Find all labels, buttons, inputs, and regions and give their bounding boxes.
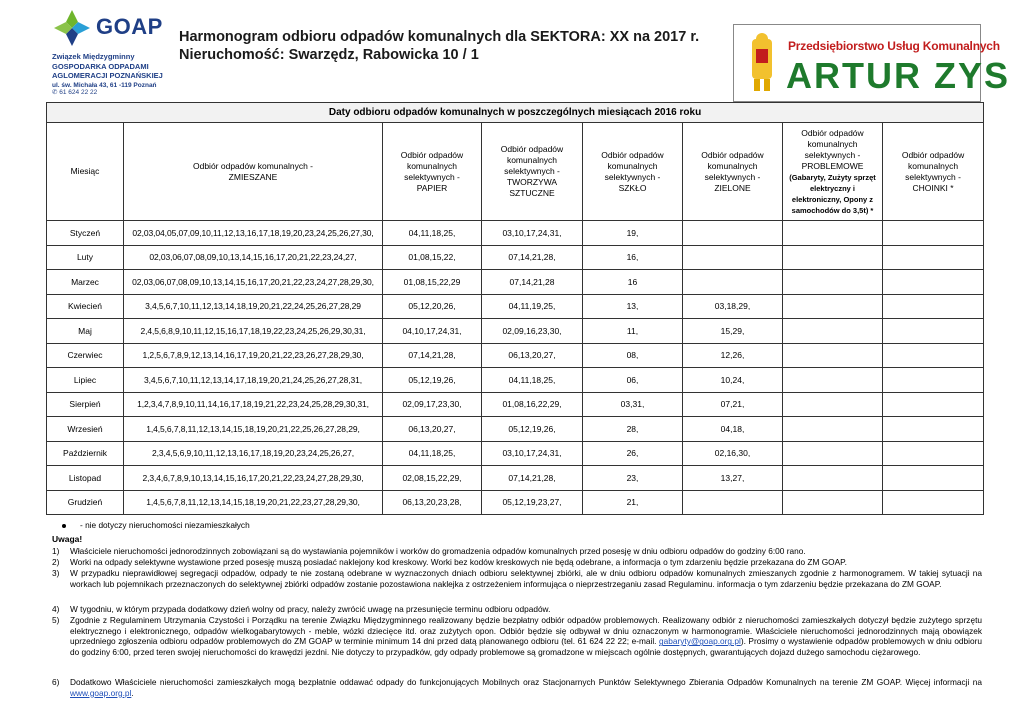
company-tagline: Przedsiębiorstwo Usług Komunalnych — [788, 39, 1000, 53]
cell-trees — [883, 270, 984, 295]
cell-green: 13,27, — [683, 466, 783, 491]
cell-glass: 26, — [583, 441, 683, 466]
cell-trees — [883, 368, 984, 393]
header-plastic: Odbiór odpadów komunalnych selektywnych - TWORZYWA SZTUCZNE — [482, 123, 583, 221]
cell-trees — [883, 417, 984, 442]
cell-trees — [883, 294, 984, 319]
title-line-1: Harmonogram odbioru odpadów komunalnych dla SEKTORA: XX na 2017 r. — [179, 29, 700, 45]
table-header-row — [47, 123, 984, 221]
cell-paper: 05,12,20,26, — [383, 294, 482, 319]
cell-glass: 23, — [583, 466, 683, 491]
notes-heading: Uwaga! — [52, 534, 83, 544]
worker-figure-icon — [742, 31, 782, 93]
cell-trees — [883, 392, 984, 417]
cell-glass: 21, — [583, 490, 683, 515]
cell-problem — [783, 221, 883, 246]
cell-green — [683, 221, 783, 246]
cell-green — [683, 490, 783, 515]
table-row — [47, 368, 984, 393]
cell-glass: 06, — [583, 368, 683, 393]
cell-mixed: 1,2,5,6,7,8,9,12,13,14,16,17,19,20,21,22,23,26,27,28,29,30, — [124, 343, 383, 368]
cell-plastic: 01,08,16,22,29, — [482, 392, 583, 417]
cell-month: Listopad — [47, 466, 124, 491]
cell-problem — [783, 343, 883, 368]
cell-green: 02,16,30, — [683, 441, 783, 466]
cell-problem — [783, 294, 883, 319]
cell-mixed: 3,4,5,6,7,10,11,12,13,14,17,18,19,20,21,24,25,26,27,28,31, — [124, 368, 383, 393]
header-trees: Odbiór odpadów komunalnych selektywnych - CHOINKI * — [883, 123, 984, 221]
cell-problem — [783, 490, 883, 515]
cell-plastic: 06,13,20,27, — [482, 343, 583, 368]
cell-paper: 05,12,19,26, — [383, 368, 482, 393]
note-2: 2) Worki na odpady selektywne wystawione przed posesję muszą posiadać naklejony kod kreskowy. Worki bez kodów kreskowych nie będą odebrane, a informacja o tym zdarzeniu będzie przekazana do ZM GOAP. — [52, 557, 847, 567]
cell-green: 04,18, — [683, 417, 783, 442]
cell-plastic: 03,10,17,24,31, — [482, 221, 583, 246]
title-line-2: Nieruchomość: Swarzędz, Rabowicka 10 / 1 — [179, 47, 479, 63]
header-paper: Odbiór odpadów komunalnych selektywnych - PAPIER — [383, 123, 482, 221]
cell-paper: 04,11,18,25, — [383, 221, 482, 246]
cell-trees — [883, 245, 984, 270]
table-row — [47, 343, 984, 368]
cell-mixed: 3,4,5,6,7,10,11,12,13,14,18,19,20,21,22,24,25,26,27,28,29 — [124, 294, 383, 319]
cell-paper: 04,10,17,24,31, — [383, 319, 482, 344]
cell-glass: 16 — [583, 270, 683, 295]
table-row — [47, 490, 984, 515]
cell-plastic: 02,09,16,23,30, — [482, 319, 583, 344]
company-name: ARTUR ZYS — [786, 55, 1010, 96]
cell-glass: 16, — [583, 245, 683, 270]
cell-mixed: 2,3,4,5,6,9,10,11,12,13,16,17,18,19,20,23,24,25,26,27, — [124, 441, 383, 466]
cell-glass: 03,31, — [583, 392, 683, 417]
table-row — [47, 245, 984, 270]
cell-green: 15,29, — [683, 319, 783, 344]
cell-problem — [783, 466, 883, 491]
cell-paper: 02,08,15,22,29, — [383, 466, 482, 491]
cell-month: Marzec — [47, 270, 124, 295]
note-5: 5) Zgodnie z Regulaminem Utrzymania Czystości i Porządku na terenie Związku Międzygminnego realizowany będzie bezpłatny odbiór odpadów problemowych. Realizowany odbiór z nieruchomości zamieszkałych dotyczył będzie zużytego sprzętu elektrycznego i elektronicznego, odpadów wielkogabarytowych - meble, wózki dziecięce itd. oraz zużytych opon. Odbiór będzie się odbywał w dniu oznaczonym w harmonogramie. Właściciele nieruchomości jednorodzinnych mają obowiązek uprzedniego zgłoszenia odbioru odpadów problemowych do ZM GOAP w terminie minimum 14 dni przed datą planowanego odbioru (tel. 61 624 22 22; e-mail. gabaryty@goap.org.pl). Prosimy o wystawienie odpadów problemowych w dniu odbioru do godziny 6:00, przed teren swojej nieruchomości do krawędzi jezdni. Nie dotyczy to przypadków, gdy odpady problemowe są gromadzone w miejscach ogólnie dostępnych, gwarantujących dojazd dużego samochodu ciężarowego. — [52, 615, 982, 657]
email-link[interactable]: gabaryty@goap.org.pl — [659, 636, 741, 647]
cell-paper: 02,09,17,23,30, — [383, 392, 482, 417]
goap-logo — [52, 8, 176, 98]
cell-plastic: 04,11,18,25, — [482, 368, 583, 393]
cell-trees — [883, 490, 984, 515]
cell-green: 10,24, — [683, 368, 783, 393]
cell-green — [683, 245, 783, 270]
cell-plastic: 07,14,21,28 — [482, 270, 583, 295]
table-row — [47, 319, 984, 344]
cell-glass: 13, — [583, 294, 683, 319]
note-3: 3) W przypadku nieprawidłowej segregacji odpadów, odpady te nie zostaną odebrane w wyznaczonych dniach odbioru selektywnej zbiórki, ale w dniu odbioru odpadów komunalnych zmieszanych zgodnie z harmonogramem. W takiej sytuacji na workach lub pojemnikach przeznaczonych do selektywnej zbiórki odpadów zostanie pozostawiona naklejka z ostrzeżeniem informująca o nieprzestrzeganiu zasad Regulaminu. informacja o tym zdarzeniu będzie przekazana do ZM GOAP. — [52, 568, 982, 589]
header-problem: Odbiór odpadów komunalnych selektywnych - PROBLEMOWE (Gabaryty, Zużyty sprzęt elektryczny i elektroniczny, Opony z samochodów do 3,5t) * — [783, 123, 883, 221]
table-row — [47, 392, 984, 417]
cell-green: 07,21, — [683, 392, 783, 417]
cell-mixed: 02,03,06,07,08,09,10,13,14,15,16,17,20,21,22,23,24,27, — [124, 245, 383, 270]
website-link[interactable]: www.goap.org.pl — [70, 687, 132, 698]
cell-trees — [883, 441, 984, 466]
cell-plastic: 05,12,19,26, — [482, 417, 583, 442]
note-6: 6) Dodatkowo Właściciele nieruchomości zamieszkałych mogą bezpłatnie oddawać odpady do funkcjonujących Mobilnych oraz Stacjonarnych Punktów Selektywnego Zbierania Odpadów Komunalnych na terenie ZM GOAP. Więcej informacji na www.goap.org.pl. — [52, 677, 982, 698]
cell-problem — [783, 417, 883, 442]
company-logo — [733, 24, 1010, 102]
cell-problem — [783, 441, 883, 466]
cell-mixed: 1,4,5,6,7,8,11,12,13,14,15,18,19,20,21,22,23,27,28,29,30, — [124, 490, 383, 515]
cell-month: Grudzień — [47, 490, 124, 515]
table-row — [47, 270, 984, 295]
cell-month: Sierpień — [47, 392, 124, 417]
cell-glass: 08, — [583, 343, 683, 368]
header-mixed: Odbiór odpadów komunalnych - ZMIESZANE — [124, 123, 383, 221]
cell-month: Kwiecień — [47, 294, 124, 319]
cell-paper: 06,13,20,23,28, — [383, 490, 482, 515]
cell-paper: 01,08,15,22,29 — [383, 270, 482, 295]
cell-mixed: 2,3,4,6,7,8,9,10,13,14,15,16,17,20,21,22,23,24,27,28,29,30, — [124, 466, 383, 491]
cell-paper: 07,14,21,28, — [383, 343, 482, 368]
table-row — [47, 441, 984, 466]
table-row — [47, 221, 984, 246]
cell-plastic: 04,11,19,25, — [482, 294, 583, 319]
table-row — [47, 417, 984, 442]
goap-mark-icon — [52, 8, 92, 48]
table-caption: Daty odbioru odpadów komunalnych w poszczególnych miesiącach 2016 roku — [47, 103, 984, 123]
cell-month: Lipiec — [47, 368, 124, 393]
cell-problem — [783, 368, 883, 393]
schedule-table — [46, 102, 984, 515]
cell-month: Październik — [47, 441, 124, 466]
cell-trees — [883, 221, 984, 246]
table-row — [47, 294, 984, 319]
cell-trees — [883, 343, 984, 368]
note-1: 1) Właściciele nieruchomości jednorodzinnych zobowiązani są do wystawiania pojemników i worków do gromadzenia odpadów komunalnych przed posesję w dniu odbioru odpadów do godziny 6:00 rano. — [52, 546, 806, 556]
cell-problem — [783, 270, 883, 295]
header-green: Odbiór odpadów komunalnych selektywnych - ZIELONE — [683, 123, 783, 221]
goap-address: Związek Międzygminny GOSPODARKA ODPADAMI AGLOMERACJI POZNAŃSKIEJ ul. św. Michała 43, 61 -119 Poznań — [52, 52, 163, 89]
cell-problem — [783, 392, 883, 417]
cell-month: Wrzesień — [47, 417, 124, 442]
bullet-icon — [62, 524, 66, 528]
table-row — [47, 466, 984, 491]
cell-month: Maj — [47, 319, 124, 344]
cell-month: Czerwiec — [47, 343, 124, 368]
page-title — [179, 28, 699, 64]
cell-glass: 28, — [583, 417, 683, 442]
cell-paper: 04,11,18,25, — [383, 441, 482, 466]
cell-paper: 01,08,15,22, — [383, 245, 482, 270]
cell-mixed: 2,4,5,6,8,9,10,11,12,15,16,17,18,19,22,23,24,25,26,29,30,31, — [124, 319, 383, 344]
goap-phone: ✆ 61 624 22 22 — [52, 89, 98, 96]
cell-plastic: 03,10,17,24,31, — [482, 441, 583, 466]
cell-problem — [783, 319, 883, 344]
cell-plastic: 07,14,21,28, — [482, 466, 583, 491]
cell-mixed: 02,03,04,05,07,09,10,11,12,13,16,17,18,19,20,23,24,25,26,27,30, — [124, 221, 383, 246]
cell-problem — [783, 245, 883, 270]
header-month: Miesiąc — [47, 123, 124, 221]
cell-month: Styczeń — [47, 221, 124, 246]
bullet-note: - nie dotyczy nieruchomości niezamieszkałych — [62, 520, 250, 531]
cell-green: 12,26, — [683, 343, 783, 368]
cell-trees — [883, 466, 984, 491]
cell-glass: 11, — [583, 319, 683, 344]
cell-month: Luty — [47, 245, 124, 270]
goap-name: GOAP — [96, 14, 163, 39]
cell-trees — [883, 319, 984, 344]
cell-green — [683, 270, 783, 295]
cell-glass: 19, — [583, 221, 683, 246]
cell-green: 03,18,29, — [683, 294, 783, 319]
cell-plastic: 07,14,21,28, — [482, 245, 583, 270]
cell-mixed: 02,03,06,07,08,09,10,13,14,15,16,17,20,21,22,23,24,27,28,29,30, — [124, 270, 383, 295]
cell-mixed: 1,2,3,4,7,8,9,10,11,14,16,17,18,19,21,22,23,24,25,28,29,30,31, — [124, 392, 383, 417]
cell-plastic: 05,12,19,23,27, — [482, 490, 583, 515]
cell-paper: 06,13,20,27, — [383, 417, 482, 442]
cell-mixed: 1,4,5,6,7,8,11,12,13,14,15,18,19,20,21,22,25,26,27,28,29, — [124, 417, 383, 442]
header-glass: Odbiór odpadów komunalnych selektywnych - SZKŁO — [583, 123, 683, 221]
note-4: 4) W tygodniu, w którym przypada dodatkowy dzień wolny od pracy, należy zwrócić uwagę na przesunięcie terminu odbioru odpadów. — [52, 604, 551, 614]
